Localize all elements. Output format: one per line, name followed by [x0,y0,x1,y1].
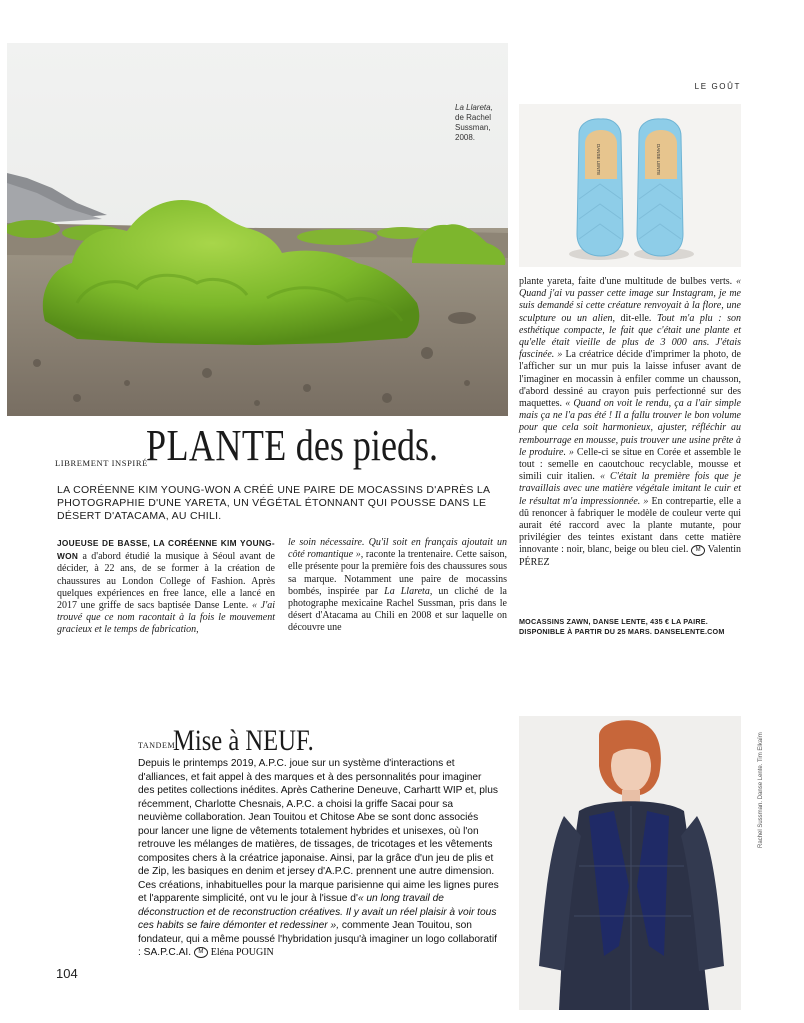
shoe-label: DANSE LENTE [656,144,661,176]
tandem-text: Depuis le printemps 2019, A.P.C. joue sur un système d'interactions et d'alliances, et fait appel à des marques et à des personnalités pour imaginer des petites collections inédites. Après Catherine Deneuve, Carhartt WIP et, plus récemment, Charlotte Chesnais, A.P.C. a choisi la griffe Sacai pour sa neuvième collaboration. Jean Touitou et Chitose Abe se sont donc associés pour lancer une ligne de vêtements totalement hybrides et unisexes, où l'on retrouve les mélanges de matières, de tissages, de tricotages et les vêtements composites chers à la créatrice japonaise. Ainsi, par la grâce d'un jeu de plis et de Zip, les basiques en denim et jersey d'A.P.C. prennent une autre dimension. Ces créations, inhabituelles pour la marque parisienne qui aime les lignes pures et l'apparente simplicité, ont vu le jour à l'issue d' [138,758,499,904]
column-text: La créatrice décide d'imprimer la photo, de l'afficher sur un mur puis la laisse infuser avant de l'imaginer en mocassin à enfiler comme un chausson, d'abord dessiné au crayon puis perfectionné sur des maquettes. [519,349,741,410]
caption-line: 2008. [455,133,476,142]
article-author: Valentin PÉREZ [519,544,741,568]
article-column-3 [519,276,741,569]
caption-line: de Rachel [455,113,492,122]
column-quote: le soin nécessaire. Qu'il soit en français ajoutait un côté romantique », [288,537,507,561]
column-quote: « Quand on voit le rendu, ça a l'air simple mais ça ne l'a pas été ! Il a fallu trouver le bon volume pour que cela soit harmonieux, ajuster, réfléchir au rembourrage en mousse, puis trouver une usine prête à le produire. » [519,398,741,458]
yareta-illustration [7,43,508,416]
caption-line: Sussman, [455,123,491,132]
column-text: En contrepartie, elle a dû renoncer à fabriquer le modèle de couleur verte qui aurait été raccord avec la plante mutante, pour privilégier des teintes existant dans cette matière innovante : noir, blanc, beige ou bleu ciel. [519,495,742,556]
article-column-1 [57,537,275,637]
article-headline [146,421,438,471]
column-quote: « C'était la première fois que je travaillais avec une matière végétale imitant le cuir et le résultat m'a impressionnée. » [519,471,741,507]
tandem-text: commente Jean Touitou, son fondateur, qui a même poussé l'hybridation jusqu'à imaginer un logo collaboratif : SA.P.C.AI. [138,920,497,958]
column-text: raconte la trentenaire. Cette saison, elle présente pour la première fois des chaussures sous sa marque. Notamment une paire de mocassins bombés, inspirée par [288,549,507,597]
apc-sacai-photo [519,716,741,1010]
article-kicker: LIBREMENT INSPIRÉ [55,458,148,468]
model-illustration [519,716,741,1010]
column-text: , un cliché de la photographe mexicaine Rachel Sussman, pris dans le désert d'Atacama au Chili en 2008 et sur laquelle on découvre une [288,585,507,634]
article-standfirst: LA CORÉENNE KIM YOUNG-WON A CRÉÉ UNE PAIRE DE MOCASSINS D'APRÈS LA PHOTOGRAPHIE D'UNE YARETA, UN VÉGÉTAL ÉTONNANT QUI POUSSE DANS LE DÉSERT D'ATACAMA, AU CHILI. [57,484,490,523]
headline-rest: des pieds. [286,421,439,470]
column-text: dit-elle. [615,312,657,324]
yareta-photo [7,43,508,416]
product-availability: DISPONIBLE À PARTIR DU 25 MARS. DANSELENTE.COM [519,627,725,636]
column-text: a d'abord étudié la musique à Séoul avant de décider, à 22 ans, de se former à la création de chaussures au London College of Fashion. Après quelques expériences en free lance, elle a lancé en 2017 une griffe de sacs baptisée Danse Lente. [57,551,275,612]
column-lead: JOUEUSE DE BASSE, LA CORÉENNE KIM YOUNG-WON [57,538,275,562]
tandem-author: Eléna POUGIN [210,947,274,958]
page-number: 104 [56,966,78,981]
magazine-logo-icon: M [194,947,208,958]
shoe-label: DANSE LENTE [596,144,601,176]
tandem-kicker: TANDEM [138,741,176,750]
caption-title: La Llareta, [455,103,493,112]
column-quote: Tout m'a plu : son esthétique compacte, le fait que c'était une plante et qu'elle était vieille de plus de 3 000 ans. J'étais fascinée. » [519,312,742,361]
headline-caps: PLANTE [146,421,287,470]
tandem-title: Mise à NEUF. [173,724,314,757]
column-text: Celle-ci se situe en Corée et assemble le tout : semelle en caoutchouc recyclable, mousse et simili cuir italien. [519,446,741,483]
product-price: MOCASSINS ZAWN, DANSE LENTE, 435 € LA PAIRE. [519,617,708,626]
magazine-logo-icon: M [691,545,705,556]
column-quote: « J'ai trouvé que ce nom racontait à la fois le mouvement gracieux et le temps de fabrication, [57,600,275,636]
article-column-2 [288,537,507,635]
section-label: LE GOÛT [694,82,741,91]
photo-caption [455,103,493,143]
product-info [519,617,749,637]
column-quote: « Quand j'ai vu passer cette image sur Instagram, je me suis demandé si cette créature renvoyait à la flore, une sculpture ou un alien, [519,276,741,324]
photo-title-italic: La Llareta [384,585,430,597]
tandem-quote: « un long travail de déconstruction et de reconstruction créatives. Il y avait un réel plaisir à voir tous ces habits se faire démonter et redessiner », [138,893,497,931]
moccasins-photo [519,104,741,267]
moccasins-illustration [519,104,741,267]
tandem-body [138,757,500,960]
column-text: plante yareta, faite d'une multitude de bulbes verts. [519,276,736,287]
